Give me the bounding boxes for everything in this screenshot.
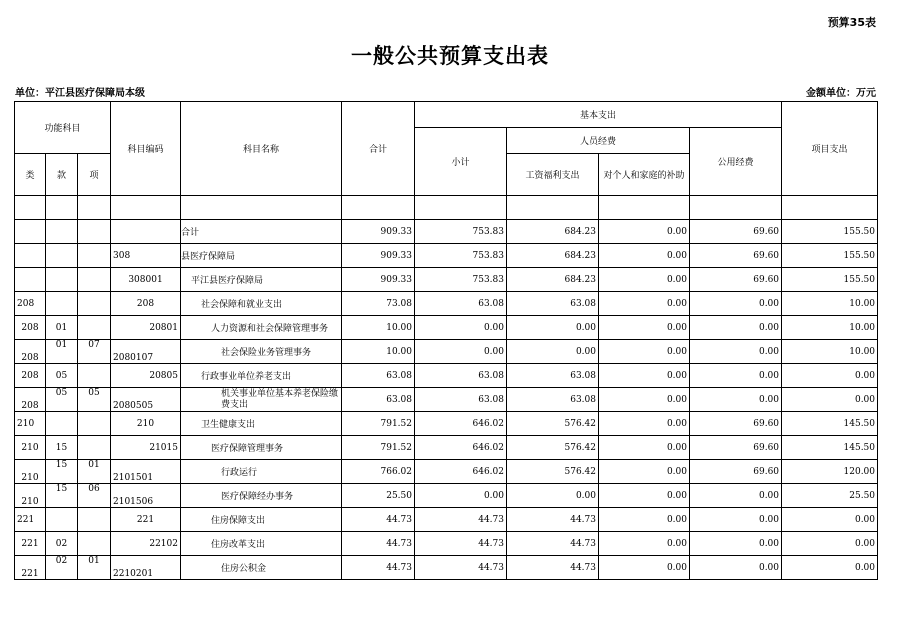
table-row bbox=[15, 316, 878, 340]
code-cell: 21015 bbox=[111, 436, 181, 460]
code-cell: 2101506 bbox=[111, 484, 181, 508]
code-cell: 210 bbox=[111, 412, 181, 436]
project-cell: 155.50 bbox=[782, 220, 878, 244]
kuan-cell: 15 bbox=[46, 436, 78, 460]
lei-cell: 210 bbox=[15, 460, 46, 484]
project-cell: 145.50 bbox=[782, 412, 878, 436]
total-cell: 909.33 bbox=[342, 220, 415, 244]
total-cell: 909.33 bbox=[342, 268, 415, 292]
name-cell: 卫生健康支出 bbox=[181, 412, 342, 436]
public-cell: 69.60 bbox=[690, 436, 782, 460]
project-cell: 10.00 bbox=[782, 292, 878, 316]
header-public: 公用经费 bbox=[690, 128, 782, 196]
name-cell: 住房改革支出 bbox=[181, 532, 342, 556]
wage-cell: 44.73 bbox=[507, 508, 599, 532]
subtotal-cell: 63.08 bbox=[415, 292, 507, 316]
lei-cell: 208 bbox=[15, 388, 46, 412]
name-cell: 社会保障和就业支出 bbox=[181, 292, 342, 316]
subtotal-cell: 0.00 bbox=[415, 340, 507, 364]
xiang-cell bbox=[78, 532, 111, 556]
name-cell: 医疗保障管理事务 bbox=[181, 436, 342, 460]
wage-cell: 684.23 bbox=[507, 268, 599, 292]
public-cell: 69.60 bbox=[690, 220, 782, 244]
code-cell: 22102 bbox=[111, 532, 181, 556]
subtotal-cell: 63.08 bbox=[415, 388, 507, 412]
subsidy-cell: 0.00 bbox=[599, 532, 690, 556]
budget-table bbox=[14, 101, 878, 580]
total-cell: 909.33 bbox=[342, 244, 415, 268]
subsidy-cell: 0.00 bbox=[599, 556, 690, 580]
kuan-cell bbox=[46, 268, 78, 292]
table-row bbox=[15, 292, 878, 316]
subsidy-cell: 0.00 bbox=[599, 412, 690, 436]
table-row bbox=[15, 364, 878, 388]
lei-cell: 221 bbox=[15, 556, 46, 580]
code-cell: 208 bbox=[111, 292, 181, 316]
table-row bbox=[15, 220, 878, 244]
subsidy-cell: 0.00 bbox=[599, 484, 690, 508]
kuan-cell: 02 bbox=[46, 532, 78, 556]
public-cell: 0.00 bbox=[690, 292, 782, 316]
header-subsidy: 对个人和家庭的补助 bbox=[599, 154, 690, 196]
blank-row bbox=[15, 196, 878, 220]
public-cell: 69.60 bbox=[690, 268, 782, 292]
project-cell: 0.00 bbox=[782, 508, 878, 532]
xiang-cell bbox=[78, 268, 111, 292]
header-total: 合计 bbox=[342, 102, 415, 196]
subtotal-cell: 753.83 bbox=[415, 268, 507, 292]
subsidy-cell: 0.00 bbox=[599, 340, 690, 364]
name-cell: 住房保障支出 bbox=[181, 508, 342, 532]
table-row bbox=[15, 556, 878, 580]
wage-cell: 0.00 bbox=[507, 340, 599, 364]
subsidy-cell: 0.00 bbox=[599, 436, 690, 460]
xiang-cell: 07 bbox=[78, 340, 111, 364]
code-cell: 2101501 bbox=[111, 460, 181, 484]
xiang-cell bbox=[78, 316, 111, 340]
lei-cell: 221 bbox=[15, 532, 46, 556]
table-row bbox=[15, 484, 878, 508]
total-cell: 63.08 bbox=[342, 364, 415, 388]
project-cell: 0.00 bbox=[782, 388, 878, 412]
lei-cell: 210 bbox=[15, 436, 46, 460]
lei-cell: 210 bbox=[15, 484, 46, 508]
name-cell: 县医疗保障局 bbox=[181, 244, 342, 268]
subsidy-cell: 0.00 bbox=[599, 508, 690, 532]
xiang-cell bbox=[78, 508, 111, 532]
public-cell: 69.60 bbox=[690, 460, 782, 484]
table-row bbox=[15, 244, 878, 268]
subtotal-cell: 44.73 bbox=[415, 508, 507, 532]
public-cell: 0.00 bbox=[690, 556, 782, 580]
subsidy-cell: 0.00 bbox=[599, 460, 690, 484]
subsidy-cell: 0.00 bbox=[599, 268, 690, 292]
wage-cell: 576.42 bbox=[507, 412, 599, 436]
name-cell: 行政运行 bbox=[181, 460, 342, 484]
name-cell: 医疗保障经办事务 bbox=[181, 484, 342, 508]
table-row bbox=[15, 460, 878, 484]
public-cell: 0.00 bbox=[690, 388, 782, 412]
wage-cell: 684.23 bbox=[507, 244, 599, 268]
header-lei: 类 bbox=[15, 154, 46, 196]
subtotal-cell: 0.00 bbox=[415, 316, 507, 340]
kuan-cell bbox=[46, 508, 78, 532]
subtotal-cell: 753.83 bbox=[415, 220, 507, 244]
total-cell: 791.52 bbox=[342, 436, 415, 460]
lei-cell bbox=[15, 268, 46, 292]
name-cell: 平江县医疗保障局 bbox=[181, 268, 342, 292]
subsidy-cell: 0.00 bbox=[599, 292, 690, 316]
public-cell: 0.00 bbox=[690, 484, 782, 508]
lei-cell: 208 bbox=[15, 316, 46, 340]
name-cell: 合计 bbox=[181, 220, 342, 244]
lei-cell bbox=[15, 244, 46, 268]
xiang-cell bbox=[78, 412, 111, 436]
subsidy-cell: 0.00 bbox=[599, 220, 690, 244]
subtotal-cell: 646.02 bbox=[415, 436, 507, 460]
table-row bbox=[15, 268, 878, 292]
kuan-cell: 05 bbox=[46, 364, 78, 388]
project-cell: 10.00 bbox=[782, 316, 878, 340]
public-cell: 0.00 bbox=[690, 340, 782, 364]
project-cell: 155.50 bbox=[782, 268, 878, 292]
wage-cell: 684.23 bbox=[507, 220, 599, 244]
header-kuan: 款 bbox=[46, 154, 78, 196]
project-cell: 10.00 bbox=[782, 340, 878, 364]
project-cell: 155.50 bbox=[782, 244, 878, 268]
header-name: 科目名称 bbox=[181, 102, 342, 196]
wage-cell: 0.00 bbox=[507, 316, 599, 340]
xiang-cell: 01 bbox=[78, 460, 111, 484]
project-cell: 0.00 bbox=[782, 532, 878, 556]
wage-cell: 44.73 bbox=[507, 532, 599, 556]
xiang-cell bbox=[78, 436, 111, 460]
subsidy-cell: 0.00 bbox=[599, 244, 690, 268]
project-cell: 0.00 bbox=[782, 364, 878, 388]
table-row bbox=[15, 412, 878, 436]
table-header bbox=[15, 102, 878, 196]
table-row bbox=[15, 436, 878, 460]
table-row bbox=[15, 508, 878, 532]
xiang-cell: 05 bbox=[78, 388, 111, 412]
total-cell: 44.73 bbox=[342, 532, 415, 556]
subsidy-cell: 0.00 bbox=[599, 364, 690, 388]
table-row bbox=[15, 340, 878, 364]
total-cell: 63.08 bbox=[342, 388, 415, 412]
project-cell: 120.00 bbox=[782, 460, 878, 484]
total-cell: 791.52 bbox=[342, 412, 415, 436]
xiang-cell bbox=[78, 292, 111, 316]
table-body bbox=[15, 196, 878, 580]
subtotal-cell: 0.00 bbox=[415, 484, 507, 508]
kuan-cell bbox=[46, 244, 78, 268]
lei-cell: 221 bbox=[15, 508, 46, 532]
header-xiang: 项 bbox=[78, 154, 111, 196]
subtotal-cell: 63.08 bbox=[415, 364, 507, 388]
code-cell: 308001 bbox=[111, 268, 181, 292]
wage-cell: 576.42 bbox=[507, 460, 599, 484]
lei-cell bbox=[15, 220, 46, 244]
lei-cell: 208 bbox=[15, 364, 46, 388]
xiang-cell bbox=[78, 220, 111, 244]
wage-cell: 576.42 bbox=[507, 436, 599, 460]
page-title: 一般公共预算支出表 bbox=[351, 44, 549, 68]
wage-cell: 63.08 bbox=[507, 364, 599, 388]
name-cell: 住房公积金 bbox=[181, 556, 342, 580]
header-wage: 工资福利支出 bbox=[507, 154, 599, 196]
code-cell: 2210201 bbox=[111, 556, 181, 580]
xiang-cell bbox=[78, 244, 111, 268]
table-row bbox=[15, 532, 878, 556]
subtotal-cell: 646.02 bbox=[415, 412, 507, 436]
wage-cell: 0.00 bbox=[507, 484, 599, 508]
table-row bbox=[15, 388, 878, 412]
header-personnel: 人员经费 bbox=[507, 128, 690, 154]
xiang-cell: 06 bbox=[78, 484, 111, 508]
header-code: 科目编码 bbox=[111, 102, 181, 196]
lei-cell: 208 bbox=[15, 292, 46, 316]
subtotal-cell: 646.02 bbox=[415, 460, 507, 484]
kuan-cell: 01 bbox=[46, 340, 78, 364]
header-subtotal: 小计 bbox=[415, 128, 507, 196]
kuan-cell bbox=[46, 292, 78, 316]
name-cell: 人力资源和社会保障管理事务 bbox=[181, 316, 342, 340]
total-cell: 73.08 bbox=[342, 292, 415, 316]
code-cell: 2080505 bbox=[111, 388, 181, 412]
name-cell: 机关事业单位基本养老保险缴费支出 bbox=[181, 388, 342, 412]
header-func-subject: 功能科目 bbox=[15, 102, 111, 154]
subsidy-cell: 0.00 bbox=[599, 388, 690, 412]
wage-cell: 63.08 bbox=[507, 292, 599, 316]
lei-cell: 208 bbox=[15, 340, 46, 364]
kuan-cell: 02 bbox=[46, 556, 78, 580]
public-cell: 0.00 bbox=[690, 532, 782, 556]
header-basic: 基本支出 bbox=[415, 102, 782, 128]
header-project: 项目支出 bbox=[782, 102, 878, 196]
project-cell: 25.50 bbox=[782, 484, 878, 508]
xiang-cell: 01 bbox=[78, 556, 111, 580]
code-cell: 221 bbox=[111, 508, 181, 532]
unit-label: 单位：平江县医疗保障局本级 bbox=[15, 88, 145, 99]
total-cell: 766.02 bbox=[342, 460, 415, 484]
subtotal-cell: 753.83 bbox=[415, 244, 507, 268]
amount-unit-label: 金额单位：万元 bbox=[806, 88, 876, 99]
public-cell: 0.00 bbox=[690, 364, 782, 388]
wage-cell: 44.73 bbox=[507, 556, 599, 580]
subsidy-cell: 0.00 bbox=[599, 316, 690, 340]
code-cell: 20805 bbox=[111, 364, 181, 388]
project-cell: 145.50 bbox=[782, 436, 878, 460]
code-cell: 20801 bbox=[111, 316, 181, 340]
name-cell: 社会保险业务管理事务 bbox=[181, 340, 342, 364]
kuan-cell: 15 bbox=[46, 484, 78, 508]
form-number: 预算35表 bbox=[827, 16, 876, 29]
subtotal-cell: 44.73 bbox=[415, 532, 507, 556]
name-cell: 行政事业单位养老支出 bbox=[181, 364, 342, 388]
kuan-cell: 15 bbox=[46, 460, 78, 484]
code-cell bbox=[111, 220, 181, 244]
public-cell: 0.00 bbox=[690, 508, 782, 532]
public-cell: 69.60 bbox=[690, 244, 782, 268]
public-cell: 69.60 bbox=[690, 412, 782, 436]
total-cell: 10.00 bbox=[342, 340, 415, 364]
code-cell: 308 bbox=[111, 244, 181, 268]
total-cell: 44.73 bbox=[342, 508, 415, 532]
kuan-cell bbox=[46, 412, 78, 436]
xiang-cell bbox=[78, 364, 111, 388]
kuan-cell bbox=[46, 220, 78, 244]
total-cell: 25.50 bbox=[342, 484, 415, 508]
lei-cell: 210 bbox=[15, 412, 46, 436]
project-cell: 0.00 bbox=[782, 556, 878, 580]
total-cell: 10.00 bbox=[342, 316, 415, 340]
public-cell: 0.00 bbox=[690, 316, 782, 340]
kuan-cell: 05 bbox=[46, 388, 78, 412]
kuan-cell: 01 bbox=[46, 316, 78, 340]
total-cell: 44.73 bbox=[342, 556, 415, 580]
code-cell: 2080107 bbox=[111, 340, 181, 364]
wage-cell: 63.08 bbox=[507, 388, 599, 412]
subtotal-cell: 44.73 bbox=[415, 556, 507, 580]
